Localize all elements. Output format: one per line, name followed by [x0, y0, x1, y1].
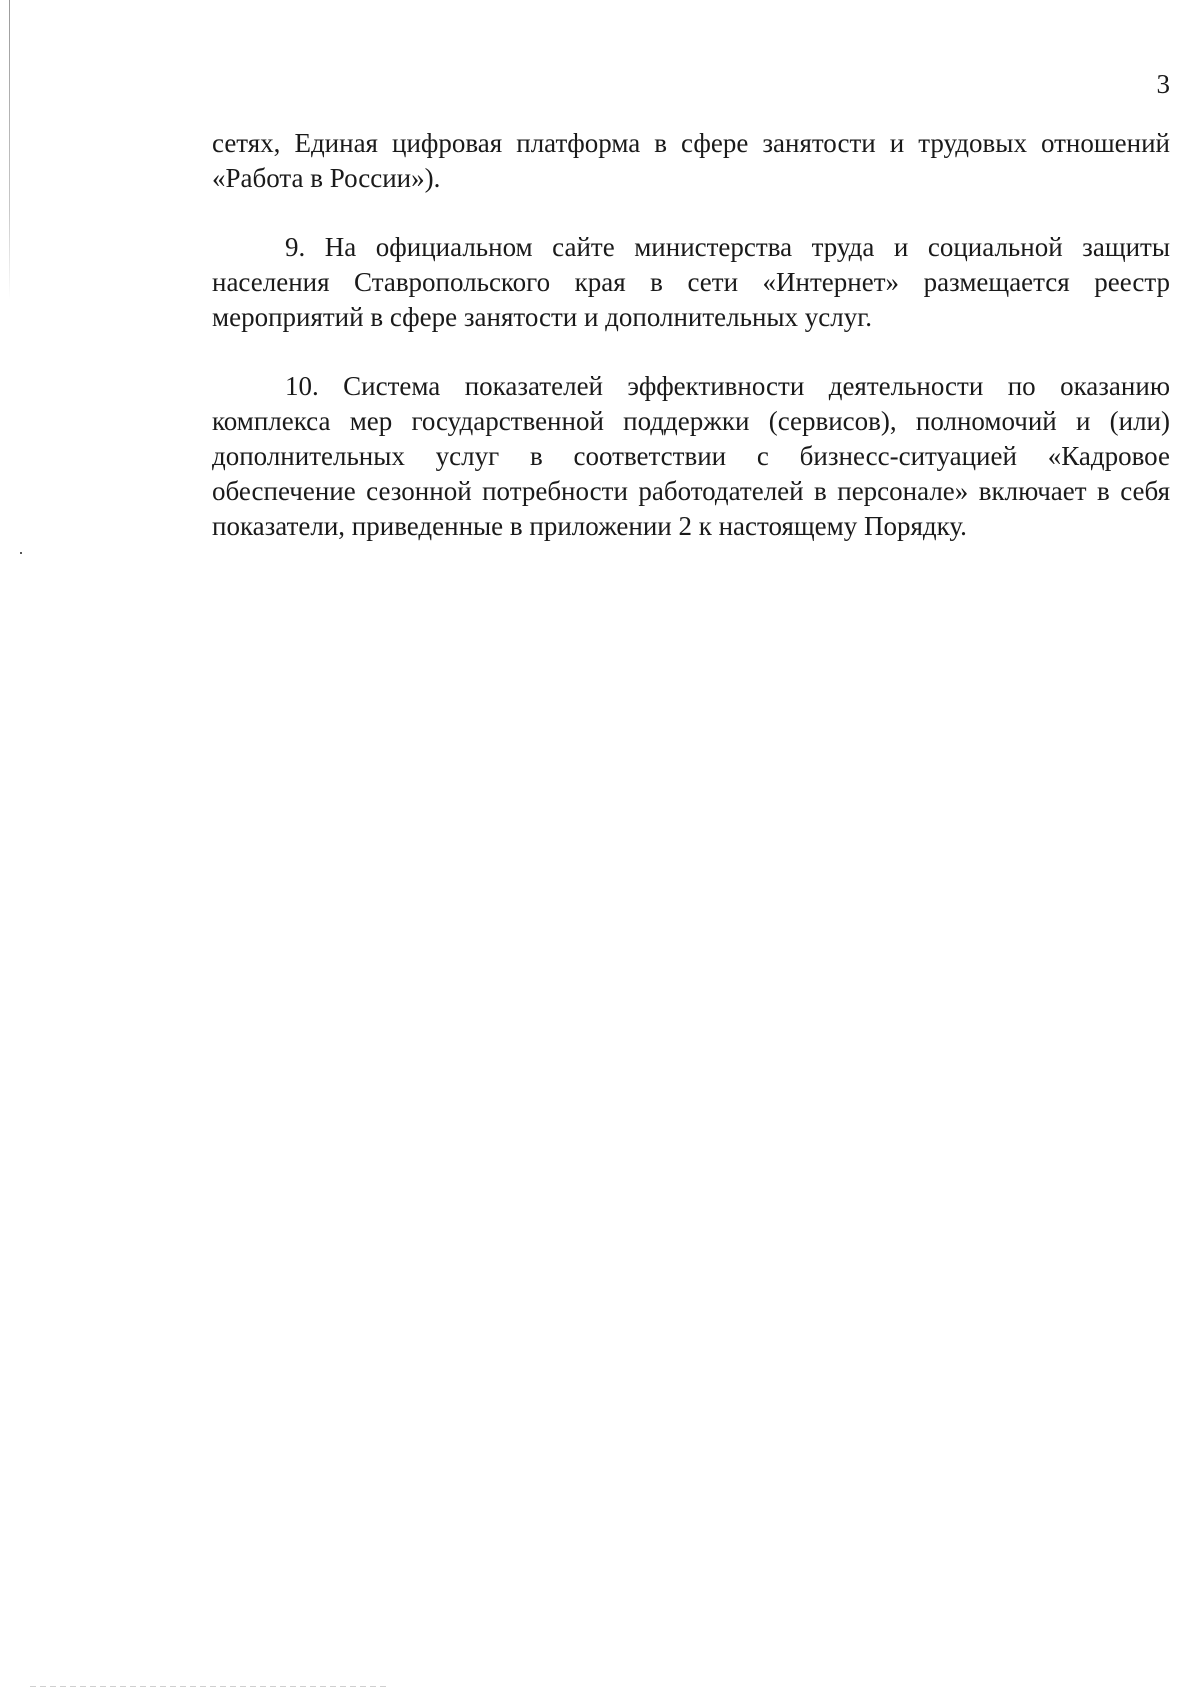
paragraph-9: 9. На официальном сайте министерства труда и социальной защиты населения Ставропольского края в сети «Интернет» размещается реестр мероприятий в сфере занятости и дополнительных услуг.: [212, 232, 1170, 332]
paragraph-continuation: сетях, Единая цифровая платформа в сфере занятости и трудовых отношений «Работа в России»).: [212, 128, 1170, 193]
scan-left-edge: [9, 0, 10, 300]
document-body: [212, 126, 1170, 544]
scan-bottom-artifact: [30, 1686, 390, 1687]
page-number: 3: [1156, 69, 1170, 99]
paragraph-10: 10. Система показателей эффективности деятельности по оказанию комплекса мер государственной поддержки (сервисов), полномочий и (или) дополнительных услуг в соответствии с бизнесс-ситуацией «Кадровое обеспечение сезонной потребности работодателей в персонале» включает в себя показатели, приведенные в приложении 2 к настоящему Порядку.: [212, 371, 1170, 541]
scan-speck: [20, 552, 22, 554]
